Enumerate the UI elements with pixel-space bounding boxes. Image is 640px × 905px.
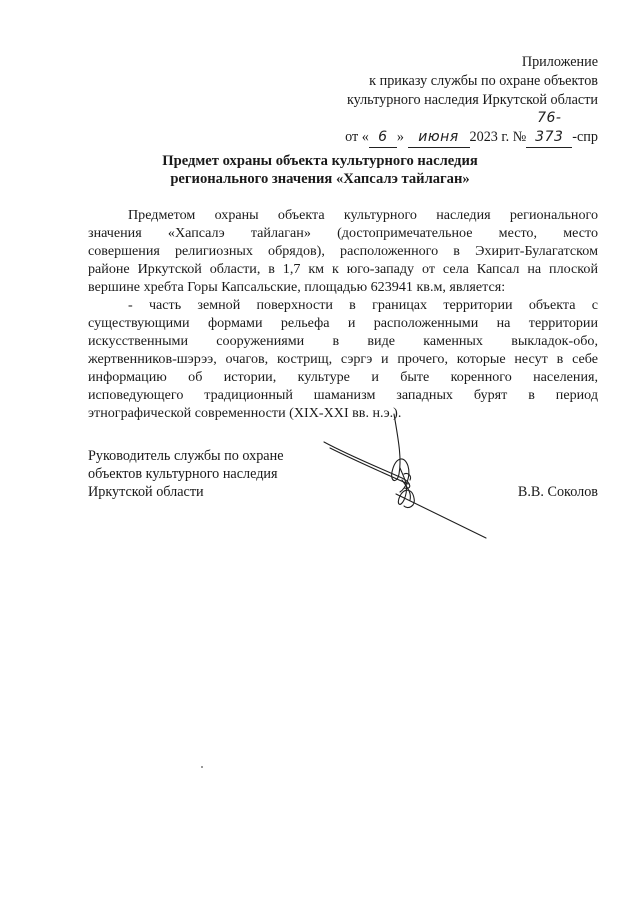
date-day (369, 128, 397, 148)
date-month-handwritten: июня (418, 129, 459, 145)
order-number-handwritten: 76-373 (535, 110, 564, 145)
document-title-line-2: регионального значения «Хапсалэ тайлаган» (170, 171, 470, 187)
date-day-handwritten: 6 (378, 129, 388, 145)
handwritten-signature (300, 408, 490, 543)
body-line: значения «Хапсалэ тайлаган» (достопримечательное место, место (88, 225, 598, 241)
body-line: Предметом охраны объекта культурного наследия регионального (128, 207, 598, 223)
order-date-line (345, 109, 598, 148)
appendix-label: Приложение (521, 54, 598, 70)
body-line: информацию об истории, культуре и быте коренного населения, (88, 369, 598, 385)
document-title-line-1: Предмет охраны объекта культурного наследия (162, 153, 478, 169)
body-line: искусственными сооружениями в виде каменных выкладок-обо, (88, 333, 598, 349)
order-number (526, 109, 572, 148)
body-line: районе Иркутской области, в 1,7 км к юго-западу от села Капсал на плоской (88, 261, 598, 277)
date-mid: » (396, 129, 404, 145)
date-year: 2023 г. № (469, 129, 527, 145)
date-prefix: от « (345, 129, 369, 145)
order-suffix: -спр (572, 129, 598, 145)
body-line: исповедующего традиционный шаманизм западных бурят в период (88, 387, 598, 403)
date-month (408, 128, 470, 148)
body-line: жертвенников-шэрээ, очагов, кострищ, сэргэ и прочего, которые несут в себе (88, 351, 598, 367)
body-line: - часть земной поверхности в границах территории объекта с (128, 297, 598, 313)
order-reference-line: к приказу службы по охране объектов (369, 73, 598, 89)
signatory-position-line-3: Иркутской области (88, 484, 204, 500)
body-line: вершине хребта Горы Капсальские, площадью 623941 кв.м, является: (88, 279, 506, 295)
scan-speck (201, 766, 203, 768)
body-line: существующими формами рельефа и расположенными на территории (88, 315, 598, 331)
signatory-name: В.В. Соколов (517, 484, 598, 500)
body-line: этнографической современности (XIX-XXI вв. н.э.). (88, 405, 402, 421)
body-line: совершения религиозных обрядов), расположенного в Эхирит-Булагатском (88, 243, 598, 259)
signatory-position-line-1: Руководитель службы по охране (88, 448, 284, 464)
authority-line: культурного наследия Иркутской области (346, 92, 598, 108)
signatory-position-line-2: объектов культурного наследия (88, 466, 278, 482)
